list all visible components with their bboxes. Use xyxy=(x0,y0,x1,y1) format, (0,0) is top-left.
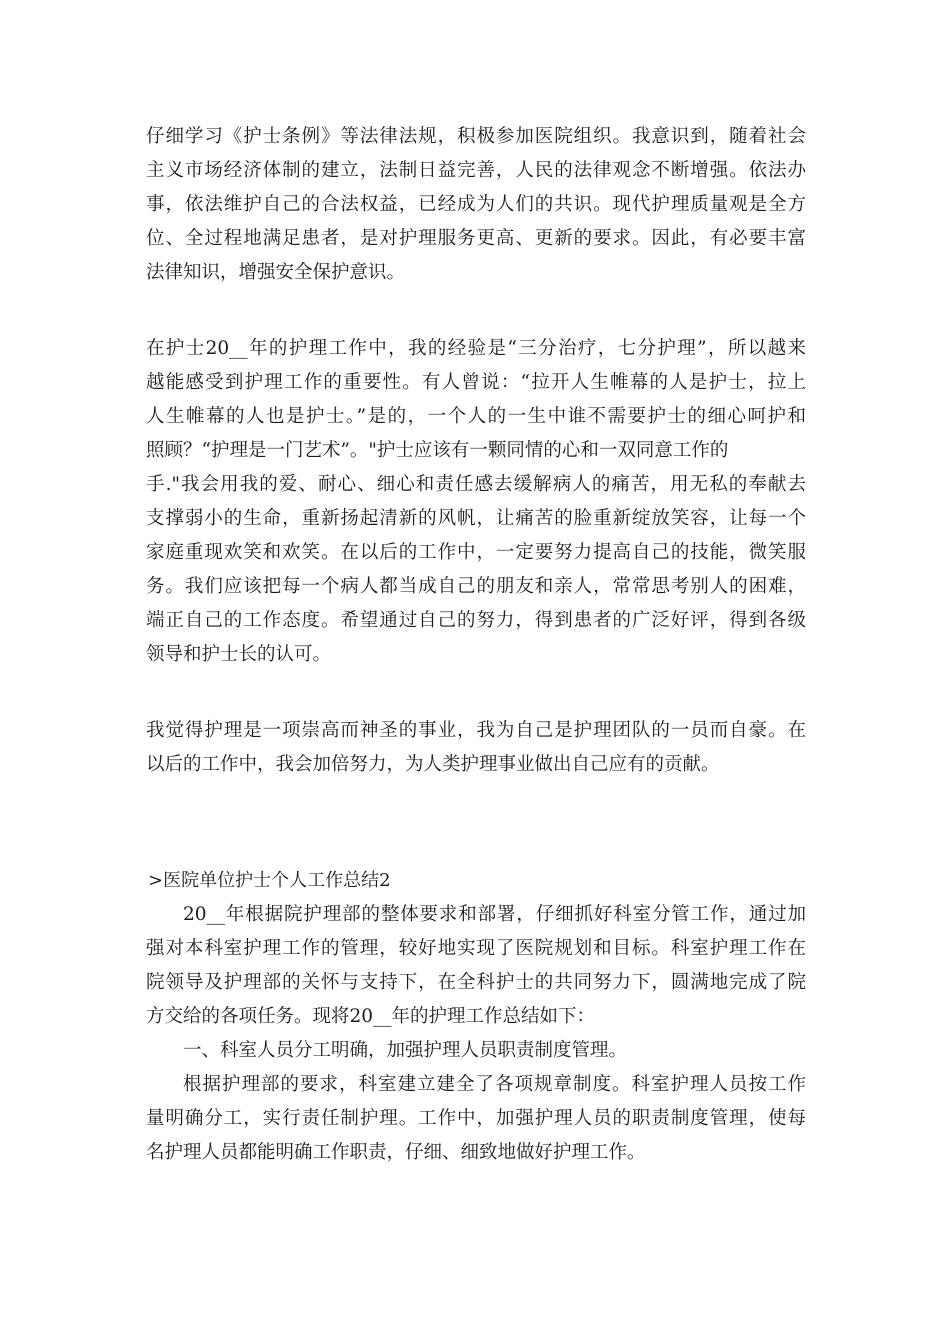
text-line: 务。我们应该把每一个病人都当成自己的朋友和亲人，常常思考别人的困难， xyxy=(146,576,806,597)
section-paragraph-2 xyxy=(146,1068,806,1170)
section-title: >医院单位护士个人工作总结2 xyxy=(148,870,391,891)
text-line: 以后的工作中，我会加倍努力，为人类护理事业做出自己应有的贡献。 xyxy=(146,754,720,775)
text-line: 支撑弱小的生命，重新扬起清新的风帆，让痛苦的脸重新绽放笑容，让每一个 xyxy=(146,508,806,529)
text-line: 手."我会用我的爱、耐心、细心和责任感去缓解病人的痛苦，用无私的奉献去 xyxy=(146,474,806,495)
section-spacer xyxy=(146,782,806,864)
text-line: 法律知识，增强安全保护意识。 xyxy=(146,262,406,283)
text-line: 家庭重现欢笑和欢笑。在以后的工作中，一定要努力提高自己的技能，微笑服 xyxy=(146,542,806,563)
text-line: 20__年根据院护理部的整体要求和部署，仔细抓好科室分管工作，通过加 xyxy=(183,904,806,925)
paragraph-2 xyxy=(146,332,806,672)
text-line: 领导和护士长的认可。 xyxy=(146,644,332,665)
text-line: 位、全过程地满足患者，是对护理服务更高、更新的要求。因此，有必要丰富 xyxy=(146,228,806,249)
paragraph-3 xyxy=(146,714,806,782)
section-heading-1 xyxy=(146,1034,806,1068)
text-line: 越能感受到护理工作的重要性。有人曾说：“拉开人生帷幕的人是护士，拉上 xyxy=(146,372,806,393)
text-line: 在护士20__年的护理工作中，我的经验是“三分治疗，七分护理”，所以越来 xyxy=(146,338,806,359)
text-line: 方交给的各项任务。现将20__年的护理工作总结如下： xyxy=(146,1006,596,1027)
text-line: 一、科室人员分工明确，加强护理人员职责制度管理。 xyxy=(183,1040,628,1061)
text-line: 量明确分工，实行责任制护理。工作中，加强护理人员的职责制度管理，使每 xyxy=(146,1108,806,1129)
paragraph-spacer xyxy=(146,672,806,714)
text-line: 人生帷幕的人也是护士。”是的，一个人的一生中谁不需要护士的细心呵护和 xyxy=(146,406,806,427)
text-line: 照顾？“护理是一门艺术”。"护士应该有一颗同情的心和一双同意工作的 xyxy=(146,440,729,461)
text-line: 事，依法维护自己的合法权益，已经成为人们的共识。现代护理质量观是全方 xyxy=(146,194,806,215)
text-line: 根据护理部的要求，科室建立建全了各项规章制度。科室护理人员按工作 xyxy=(183,1074,806,1095)
text-line: 端正自己的工作态度。希望通过自己的努力，得到患者的广泛好评，得到各级 xyxy=(146,610,806,631)
text-line: 强对本科室护理工作的管理，较好地实现了医院规划和目标。科室护理工作在 xyxy=(146,938,806,959)
section-paragraph-1 xyxy=(146,898,806,1034)
text-line: 名护理人员都能明确工作职责，仔细、细致地做好护理工作。 xyxy=(146,1142,646,1163)
text-line: 院领导及护理部的关怀与支持下，在全科护士的共同努力下，圆满地完成了院 xyxy=(146,972,806,993)
text-line: 仔细学习《护士条例》等法律法规，积极参加医院组织。我意识到，随着社会 xyxy=(146,126,806,147)
document-page xyxy=(146,120,806,1170)
text-line: 我觉得护理是一项崇高而神圣的事业，我为自己是护理团队的一员而自豪。在 xyxy=(146,720,806,741)
paragraph-1 xyxy=(146,120,806,290)
paragraph-spacer xyxy=(146,290,806,332)
text-line: 主义市场经济体制的建立，法制日益完善，人民的法律观念不断增强。依法办 xyxy=(146,160,806,181)
